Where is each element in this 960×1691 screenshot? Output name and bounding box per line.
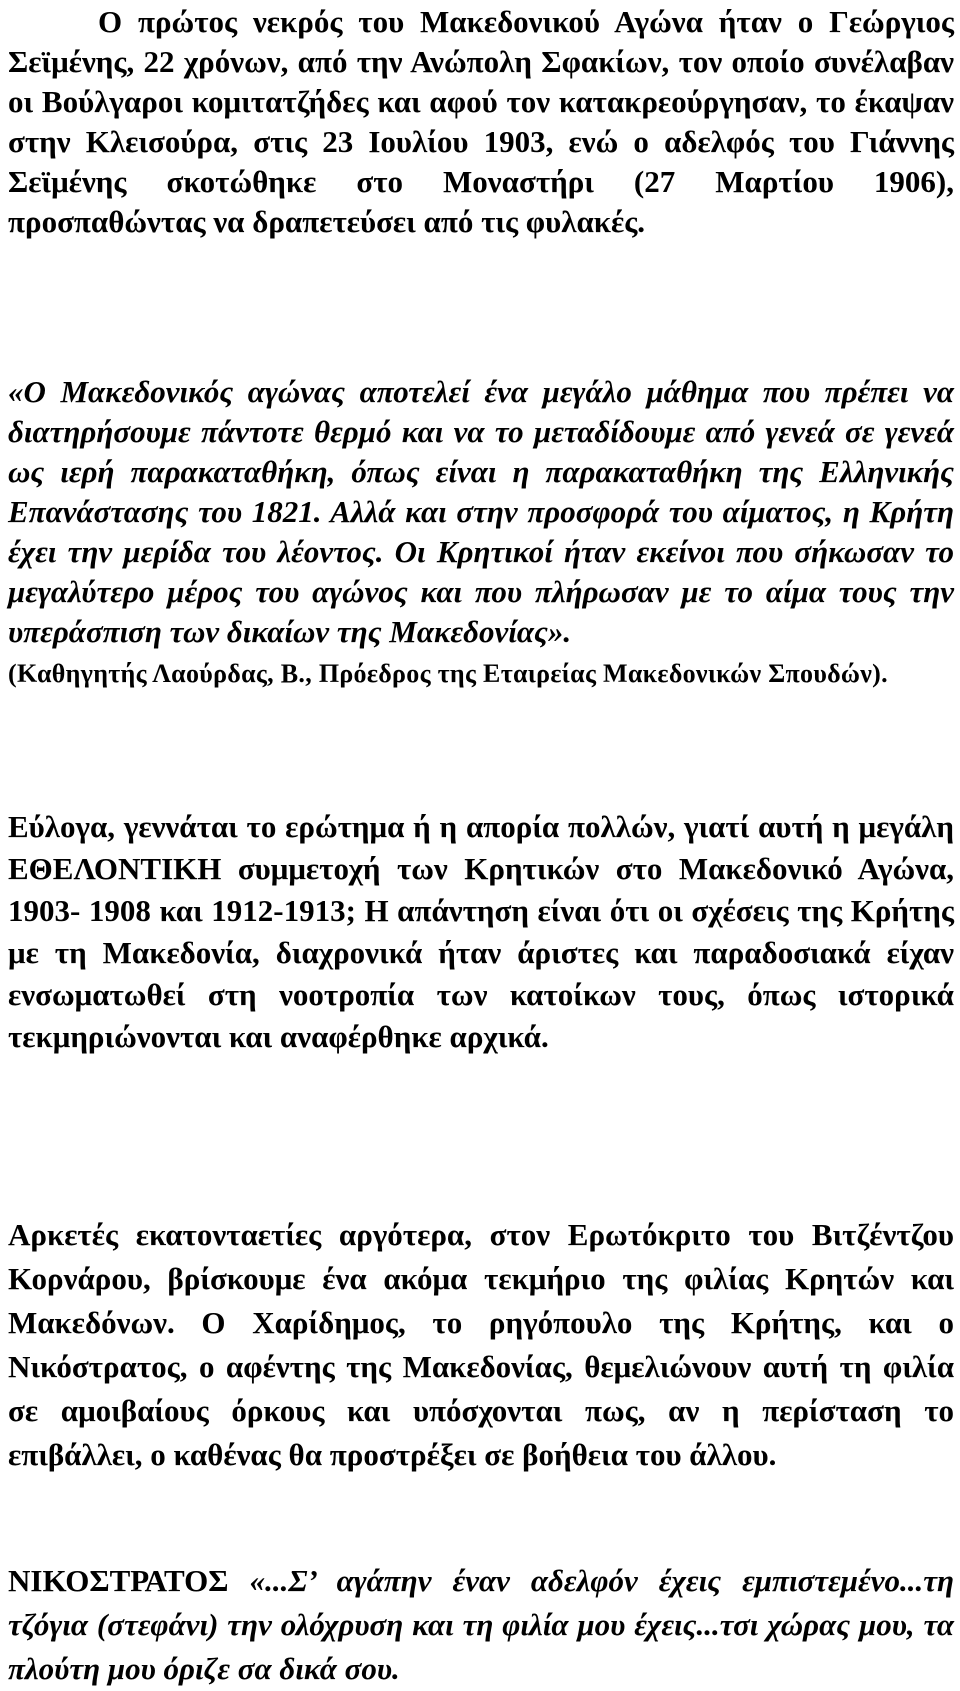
quote-text: «Ο Μακεδονικός αγώνας αποτελεί ένα μεγάλο μάθημα που πρέπει να διατηρήσουμε πάντοτε θερμό και να το μεταδίδουμε από γενεά σε γενεά ως ιερή παρακαταθήκη, όπως είναι η παρακαταθήκη της Ελληνικής Επανάστασης του 1821. Αλλά και στην προσφορά του αίματος, η Κρήτη έχει την μερίδα του λέοντος. Οι Κρητικοί ήταν εκείνοι που σήκωσαν το μεγαλύτερο μέρος του αγώνος και που πλήρωσαν με το αίμα τους την υπεράσπιση των δικαίων της Μακεδονίας». [8,374,954,649]
paragraph-text: Ο πρώτος νεκρός του Μακεδονικού Αγώνα ήταν ο Γεώργιος Σεϊμένης, 22 χρόνων, από την Ανώπολη Σφακίων, τον οποίο συνέλαβαν οι Βούλγαροι κομιτατζήδες και αφού τον κατακρεούργησαν, το έκαψαν στην Κλεισούρα, στις 23 Ιουλίου 1903, ενώ ο αδελφός του Γιάννης Σεϊμένης σκοτώθηκε στο Μοναστήρι (27 Μαρτίου 1906), προσπαθώντας να δραπετεύσει από τις φυλακές. [8,4,954,239]
verse-speaker: ΝΙΚΟΣΤΡΑΤΟΣ [8,1563,229,1598]
paragraph-text: Εύλογα, γεννάται το ερώτημα ή η απορία πολλών, γιατί αυτή η μεγάλη ΕΘΕΛΟΝΤΙΚΗ συμμετοχή των Κρητικών στο Μακεδονικό Αγώνα, 1903- 1908 και 1912-1913; Η απάντηση είναι ότι οι σχέσεις της Κρήτης με τη Μακεδονία, διαχρονικά ήταν άριστες και παραδοσιακά είχαν ενσωματωθεί στη νοοτροπία των κατοίκων τους, όπως ιστορικά τεκμηριώνονται και αναφέρθηκε αρχικά. [8,809,954,1054]
paragraph-text: Αρκετές εκατονταετίες αργότερα, στον Ερωτόκριτο του Βιτζέντζου Κορνάρου, βρίσκουμε ένα ακόμα τεκμήριο της φιλίας Κρητών και Μακεδόνων. Ο Χαρίδημος, το ρηγόπουλο της Κρήτης, και ο Νικόστρατος, ο αφέντης της Μακεδονίας, θεμελιώνουν αυτή τη φιλία σε αμοιβαίους όρκους και υπόσχονται πως, αν η περίσταση το επιβάλλει, ο καθένας θα προστρέξει σε βοήθεια του άλλου. [8,1217,954,1472]
quote-citation: (Καθηγητής Λαούρδας, Β., Πρόεδρος της Εταιρείας Μακεδονικών Σπουδών). [8,659,888,688]
quote-block-laourdas [8,372,954,692]
verse-text: «...Σ’ αγάπην έναν αδελφόν έχεις εμπιστεμένο...τη τζόγια (στεφάνι) την ολόχρυση και τη φιλία μου έχεις...τσι χώρας μου, τα πλούτη μου όριζε σα δικά σου. [8,1563,955,1686]
paragraph-erotokritos [8,1213,954,1477]
verse-block-nikostratos [8,1559,954,1691]
paragraph-volunteer-question [8,806,954,1058]
paragraph-first-casualty [8,2,954,242]
